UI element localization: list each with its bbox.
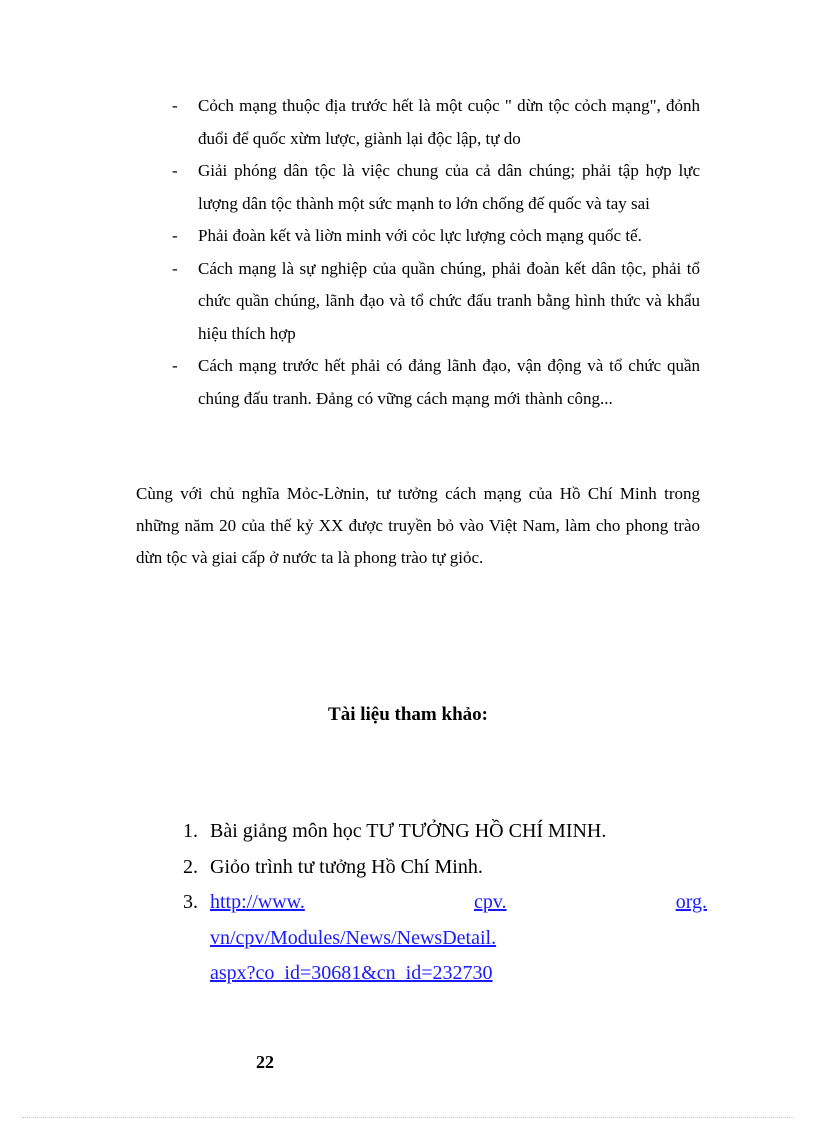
link-segment: cpv.	[473, 891, 507, 913]
reference-link-line-3[interactable]: aspx?co_id=30681&cn_id=232730	[210, 962, 493, 984]
bullet-marker: -	[172, 226, 178, 245]
bullet-text: Phải đoàn kết và liờn minh với cỏc lực lượng cỏch mạng quốc tế.	[198, 226, 642, 245]
references-heading: Tài liệu tham khảo:	[328, 704, 488, 725]
bullet-marker: -	[172, 96, 178, 115]
bullet-text: Cách mạng là sự nghiệp của quần chúng, phải đoàn kết dân tộc, phải tổ chức quần chúng, lãnh đạo và tổ chức đấu tranh bằng hình thức và khẩu hiệu thích hợp	[198, 258, 700, 343]
bullet-item	[172, 155, 700, 220]
reference-item	[183, 850, 707, 886]
bullet-item	[172, 350, 700, 415]
page-bottom-rule	[22, 1117, 794, 1118]
bullet-item	[172, 220, 700, 253]
page-number: 22	[256, 1052, 274, 1072]
bullet-text: Cỏch mạng thuộc địa trước hết là một cuộc " dừn tộc cỏch mạng", đỏnh đuổi để quốc xừm lược, giành lại độc lập, tự do	[198, 96, 700, 148]
reference-link-line-2[interactable]: vn/cpv/Modules/News/NewsDetail.	[210, 926, 497, 949]
bullet-text: Cách mạng trước hết phải có đảng lãnh đạo, vận động và tổ chức quần chúng đấu tranh. Đảng có vững cách mạng mới thành công...	[198, 356, 700, 408]
bullet-marker: -	[172, 356, 178, 375]
bullet-item	[172, 90, 700, 155]
reference-text: Giỏo trình tư tưởng Hồ Chí Minh.	[210, 855, 483, 878]
bullet-marker: -	[172, 258, 178, 278]
link-segment: http://www.	[210, 891, 305, 913]
bullet-marker: -	[172, 161, 178, 180]
bullet-item	[172, 253, 700, 351]
reference-item	[183, 814, 707, 850]
reference-number: 2.	[183, 855, 198, 878]
body-paragraph: Cùng với chủ nghĩa Mỏc-Lờnin, tư tưởng cách mạng của Hồ Chí Minh trong những năm 20 của thế kỷ XX được truyền bỏ vào Việt Nam, làm cho phong trào dừn tộc và giai cấp ở nước ta là phong trào tự giỏc.	[136, 484, 700, 567]
bullet-list	[172, 90, 700, 415]
reference-number: 3.	[183, 891, 198, 913]
references-list	[183, 814, 707, 992]
reference-number: 1.	[183, 820, 198, 842]
reference-link-item	[183, 885, 707, 992]
link-segment: org.	[675, 891, 707, 913]
reference-text: Bài giảng môn học TƯ TƯỞNG HỒ CHÍ MINH.	[210, 820, 607, 842]
bullet-text: Giải phóng dân tộc là việc chung của cả dân chúng; phải tập hợp lực lượng dân tộc thành một sức mạnh to lớn chống đế quốc và tay sai	[198, 161, 700, 213]
reference-link-line-1[interactable]	[210, 885, 707, 921]
